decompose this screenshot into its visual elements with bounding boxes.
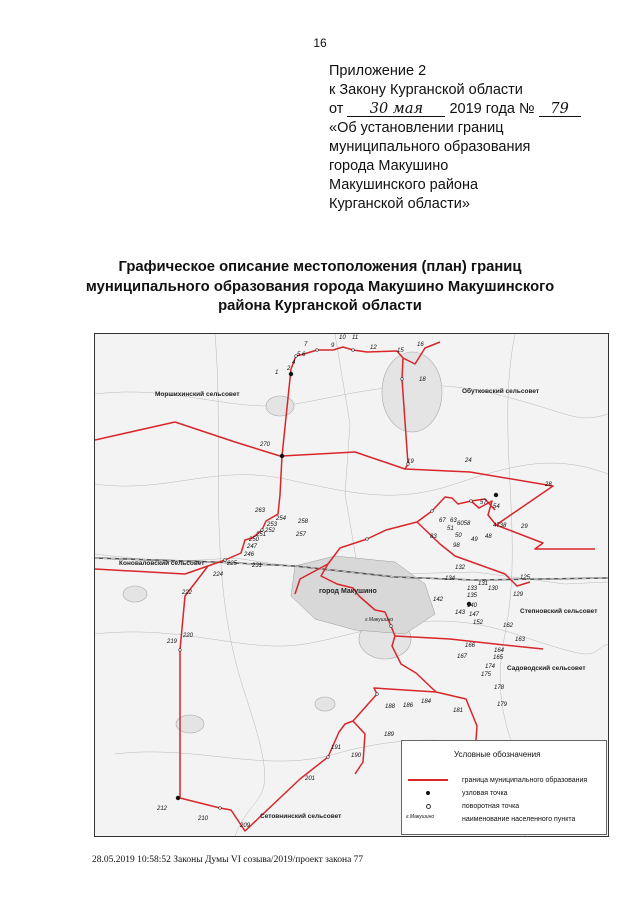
region-label: Сетовнинский сельсовет <box>260 813 342 820</box>
point-label: 164 <box>494 648 505 654</box>
point-label: 15 <box>397 348 404 354</box>
appendix-line: Курганской области» <box>329 196 470 212</box>
point-label: 5 <box>297 352 301 358</box>
point-label: 54 <box>493 504 500 510</box>
point-label: 210 <box>198 816 209 822</box>
point-label: 186 <box>403 703 414 709</box>
point-label: 63 <box>450 518 457 524</box>
appendix-line: «Об установлении границ <box>329 120 504 136</box>
point-label: 209 <box>240 823 251 829</box>
point-label: 48 <box>485 534 492 540</box>
point-label: 178 <box>494 685 505 691</box>
point-label: 83 <box>430 534 437 540</box>
boundary-branch <box>282 452 405 469</box>
legend-row-turn <box>406 801 519 811</box>
point-label: 11 <box>352 335 359 341</box>
point-label: 4 <box>292 360 296 366</box>
boundary-branch <box>95 566 208 574</box>
point-label: 246 <box>244 552 255 558</box>
point-label: 18 <box>419 377 426 383</box>
point-label: 188 <box>385 704 396 710</box>
point-label: 140 <box>467 603 478 609</box>
point-label: 131 <box>478 581 489 587</box>
legend-text: узловая точка <box>462 789 508 797</box>
point-label: 98 <box>453 543 460 549</box>
appendix-line: муниципального образования <box>329 139 531 155</box>
point-label: 134 <box>445 576 456 582</box>
date-suffix: 2019 года № <box>449 101 535 117</box>
point-label: 163 <box>515 637 526 643</box>
legend-row-boundary <box>406 775 587 785</box>
point-label: 147 <box>469 612 480 618</box>
legend-text: граница муниципального образования <box>462 776 588 784</box>
point-label: 4738 <box>493 523 507 529</box>
appendix-line: Приложение 2 <box>329 63 427 79</box>
boundary-branch <box>95 422 175 440</box>
legend-row-settlement <box>406 814 575 824</box>
point-label: 135 <box>467 593 478 599</box>
appendix-line: Макушинского района <box>329 177 479 193</box>
boundary-branch <box>353 721 365 774</box>
point-label: 2 <box>287 366 291 372</box>
node-point <box>494 493 498 497</box>
boundary-branch <box>175 422 280 456</box>
point-label: 184 <box>421 699 432 705</box>
point-label: 143 <box>455 610 466 616</box>
handwritten-date: 30 мая <box>347 102 445 117</box>
region-label: Моршихинский сельсовет <box>155 391 240 398</box>
point-label: 174 <box>485 664 496 670</box>
title-line: Графическое описание местоположения (план) границ <box>118 259 522 275</box>
point-label: 50 <box>455 533 462 539</box>
point-label: 1 <box>275 370 279 376</box>
region-label: Коноваловский сельсовет <box>119 560 205 567</box>
point-label: 181 <box>453 708 464 714</box>
legend-node-symbol <box>406 788 448 798</box>
point-label: 201 <box>305 776 316 782</box>
legend-text: наименование населенного пункта <box>462 815 576 823</box>
legend-row-node <box>406 788 508 798</box>
region-label: Обутковский сельсовет <box>462 388 540 395</box>
title-line: муниципального образования города Макушино Макушинского <box>85 278 555 295</box>
legend-title: Условные обозначения <box>454 750 541 759</box>
legend-settlement-sample: г.Макушино <box>406 814 435 820</box>
point-label: 253 <box>267 522 278 528</box>
point-label: 24 <box>465 458 472 464</box>
point-label: 258 <box>298 519 309 525</box>
point-label: 251 <box>256 532 267 538</box>
legend-text: поворотная точка <box>462 802 520 810</box>
point-label: 175 <box>481 672 492 678</box>
point-label: 129 <box>513 592 524 598</box>
point-label: 252 <box>265 528 276 534</box>
point-label: 254 <box>276 516 287 522</box>
point-label: 250 <box>249 537 260 543</box>
point-label: 125 <box>520 575 531 581</box>
point-label: 152 <box>473 620 484 626</box>
point-label: 263 <box>255 508 266 514</box>
point-label: 28 <box>545 482 552 488</box>
point-label: 6 <box>302 352 306 358</box>
node-point <box>289 372 293 376</box>
date-prefix: от <box>329 101 344 117</box>
map-legend <box>401 740 607 835</box>
point-label: 132 <box>455 565 466 571</box>
appendix-header <box>329 62 584 214</box>
point-label: 51 <box>447 526 454 532</box>
node-point <box>176 796 180 800</box>
point-label: 29 <box>521 524 528 530</box>
point-label: 12 <box>370 345 377 351</box>
point-label: 165 <box>493 655 504 661</box>
point-label: 142 <box>433 597 444 603</box>
point-label: 190 <box>351 753 362 759</box>
region-label: Садоводский сельсовет <box>507 665 586 672</box>
point-label: 130 <box>488 586 499 592</box>
boundary-branch <box>496 525 595 549</box>
point-label: 133 <box>467 586 478 592</box>
legend-boundary-symbol <box>406 775 448 785</box>
handwritten-law-number: 79 <box>539 102 581 117</box>
point-label: 220 <box>183 633 194 639</box>
page-number: 16 <box>313 36 327 50</box>
point-label: 247 <box>247 544 258 550</box>
point-label: 225 <box>227 561 238 567</box>
boundary-map <box>94 333 609 837</box>
point-label: 212 <box>157 806 168 812</box>
point-label: 10 <box>339 335 346 341</box>
point-label: 6058 <box>457 521 471 527</box>
point-label: 179 <box>497 702 508 708</box>
appendix-date-line <box>329 100 584 119</box>
point-label: 219 <box>167 639 178 645</box>
town-label: город Макушино <box>319 588 377 595</box>
appendix-line: города Макушино <box>329 158 449 174</box>
point-label: 257 <box>296 532 307 538</box>
point-label: 16 <box>417 342 424 348</box>
point-label: 7 <box>304 342 308 348</box>
point-label: 189 <box>384 732 395 738</box>
point-label: 49 <box>471 537 478 543</box>
point-label: 191 <box>331 745 342 751</box>
footer-stamp: 28.05.2019 10:58:52 Законы Думы VI созыва/2019/проект закона 77 <box>92 855 364 865</box>
region-label: Степновский сельсовет <box>520 608 598 615</box>
point-label: 57 <box>480 500 487 506</box>
point-label: 19 <box>407 459 414 465</box>
title-line: района Курганской области <box>218 298 422 314</box>
appendix-line: к Закону Курганской области <box>329 82 523 98</box>
legend-turn-symbol <box>406 801 448 811</box>
point-label: 231 <box>252 563 263 569</box>
point-label: 9 <box>331 343 335 349</box>
document-title <box>60 258 580 317</box>
point-label: 162 <box>503 623 514 629</box>
point-label: 167 <box>457 654 468 660</box>
point-label: 270 <box>260 442 271 448</box>
point-label: 67 <box>439 518 446 524</box>
node-point <box>280 454 284 458</box>
point-label: 224 <box>213 572 224 578</box>
settlement-label: г.Макушино <box>365 617 394 623</box>
point-label: 222 <box>182 590 193 596</box>
point-label: 166 <box>465 643 476 649</box>
